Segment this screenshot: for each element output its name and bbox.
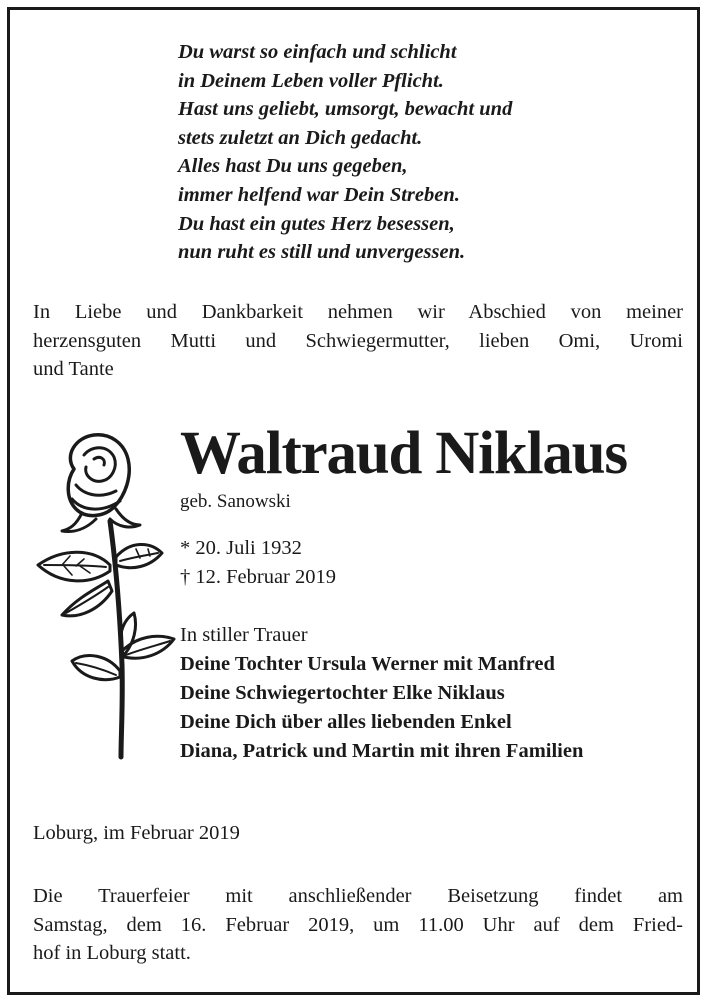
place-date: Loburg, im Februar 2019 bbox=[33, 822, 240, 844]
intro-line: herzensguten Mutti und Schwiegermutter, lieben Omi, Uromi bbox=[33, 329, 683, 352]
poem-line: Hast uns geliebt, umsorgt, bewacht und bbox=[178, 98, 513, 121]
poem-line: in Deinem Leben voller Pflicht. bbox=[178, 69, 444, 92]
intro-text bbox=[33, 298, 683, 384]
funeral-line: Die Trauerfeier mit anschließender Beisetzung findet am bbox=[33, 885, 683, 907]
intro-line: und Tante bbox=[33, 358, 114, 380]
poem bbox=[178, 38, 512, 267]
funeral-notice bbox=[33, 882, 683, 968]
deceased-name: Waltraud Niklaus bbox=[180, 420, 627, 487]
mourners bbox=[180, 621, 583, 766]
rose-icon bbox=[24, 425, 184, 765]
obituary-card bbox=[7, 7, 700, 995]
poem-line: immer helfend war Dein Streben. bbox=[178, 183, 460, 206]
poem-line: Du hast ein gutes Herz besessen, bbox=[178, 212, 455, 235]
poem-line: Du warst so einfach und schlicht bbox=[178, 41, 457, 63]
intro-line: In Liebe und Dankbarkeit nehmen wir Abschied von meiner bbox=[33, 301, 683, 323]
maiden-name: geb. Sanowski bbox=[180, 491, 291, 512]
death-date: † 12. Februar 2019 bbox=[180, 566, 337, 588]
mourner-line: Deine Schwiegertochter Elke Niklaus bbox=[180, 682, 505, 704]
funeral-line: hof in Loburg statt. bbox=[33, 942, 191, 964]
funeral-line: Samstag, dem 16. Februar 2019, um 11.00 Uhr auf dem Fried- bbox=[33, 913, 683, 936]
mourner-line: Deine Dich über alles liebenden Enkel bbox=[180, 711, 512, 733]
mourners-heading: In stiller Trauer bbox=[180, 624, 308, 646]
mourner-line: Diana, Patrick und Martin mit ihren Familien bbox=[180, 740, 584, 762]
birth-date: * 20. Juli 1932 bbox=[180, 537, 302, 559]
poem-line: Alles hast Du uns gegeben, bbox=[178, 155, 408, 178]
poem-line: nun ruht es still und unvergessen. bbox=[178, 241, 466, 264]
poem-line: stets zuletzt an Dich gedacht. bbox=[178, 126, 423, 149]
mourner-line: Deine Tochter Ursula Werner mit Manfred bbox=[180, 653, 555, 675]
life-dates bbox=[180, 534, 336, 592]
